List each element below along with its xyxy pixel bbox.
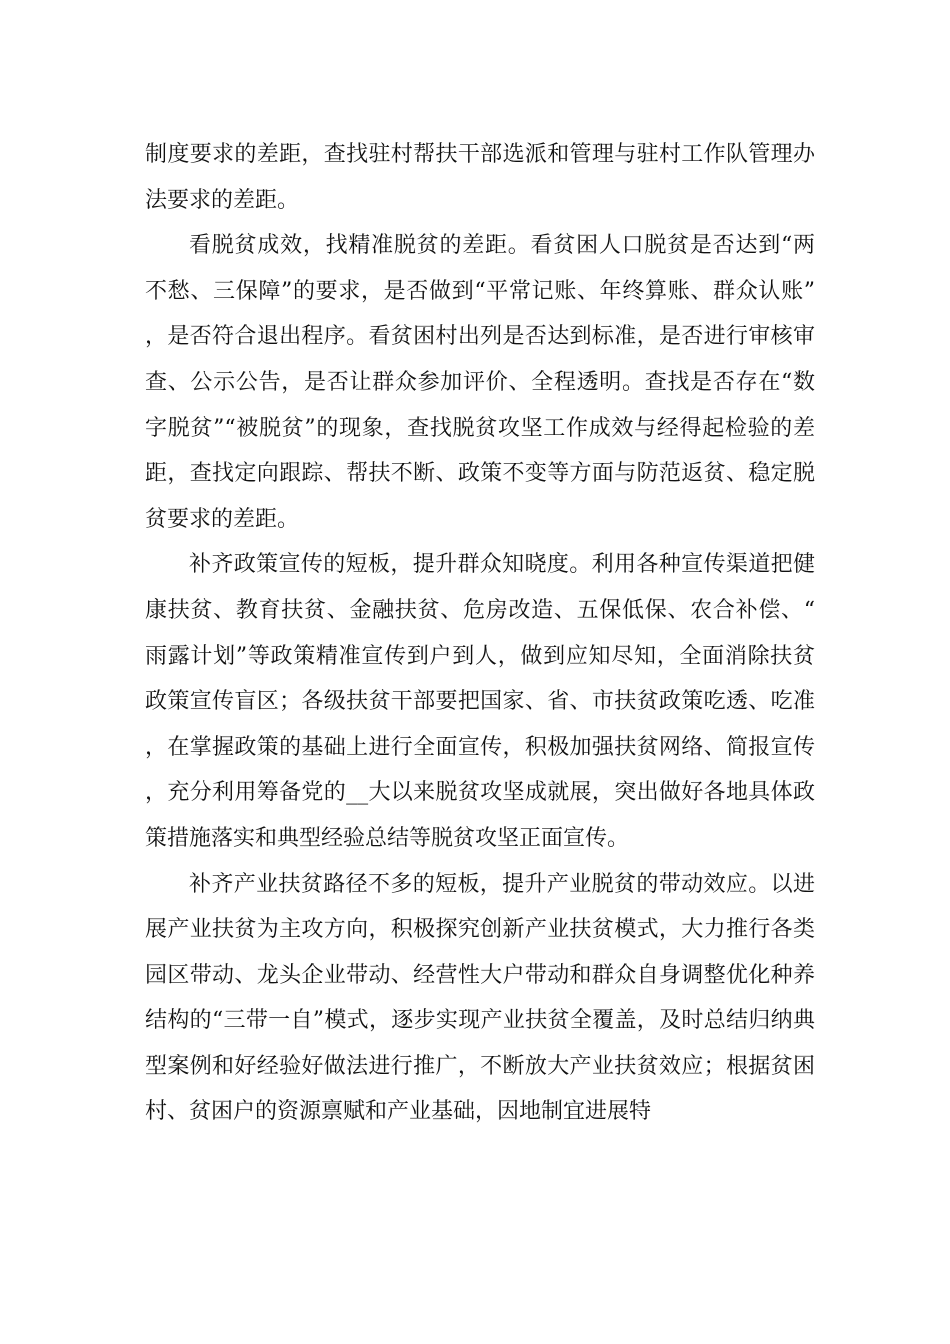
paragraph-3: 补齐政策宣传的短板，提升群众知晓度。利用各种宣传渠道把健康扶贫、教育扶贫、金融扶贫、危房改造、五保低保、农合补偿、“雨露计划”等政策精准宣传到户到人，做到应知尽知，全面消除扶贫政策宣传盲区；各级扶贫干部要把国家、省、市扶贫政策吃透、吃准，在掌握政策的基础上进行全面宣传，积极加强扶贫网络、简报宣传，充分利用筹备党的__大以来脱贫攻坚成就展，突出做好各地具体政策措施落实和典型经验总结等脱贫攻坚正面宣传。	[145, 552, 815, 851]
paragraph-1: 制度要求的差距，查找驻村帮扶干部选派和管理与驻村工作队管理办法要求的差距。	[145, 142, 815, 213]
paragraph-4: 补齐产业扶贫路径不多的短板，提升产业脱贫的带动效应。以进展产业扶贫为主攻方向，积极探究创新产业扶贫模式，大力推行各类园区带动、龙头企业带动、经营性大户带动和群众自身调整优化种养结构的“三带一自”模式，逐步实现产业扶贫全覆盖，及时总结归纳典型案例和好经验好做法进行推广，不断放大产业扶贫效应；根据贫困村、贫困户的资源禀赋和产业基础，因地制宜进展特	[145, 871, 815, 1125]
document-body	[145, 132, 815, 1135]
paragraph-2: 看脱贫成效，找精准脱贫的差距。看贫困人口脱贫是否达到“两不愁、三保障”的要求，是否做到“平常记账、年终算账、群众认账”，是否符合退出程序。看贫困村出列是否达到标准，是否进行审核审查、公示公告，是否让群众参加评价、全程透明。查找是否存在“数字脱贫”“被脱贫”的现象，查找脱贫攻坚工作成效与经得起检验的差距，查找定向跟踪、帮扶不断、政策不变等方面与防范返贫、稳定脱贫要求的差距。	[145, 233, 815, 532]
